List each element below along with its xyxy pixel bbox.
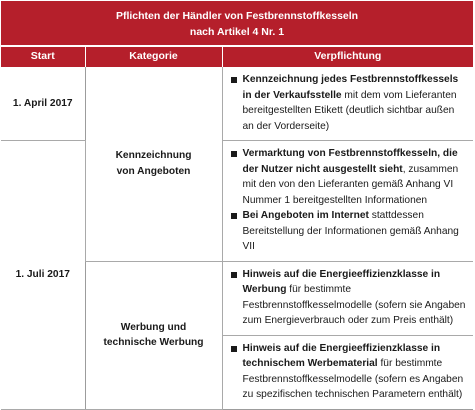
obligation-5-text: für bestimmte Festbrennstoffkesselmodelle (sofern es Angaben zu spezifischen technischen Parametern enthält) <box>242 358 464 400</box>
obligation-item-5 <box>229 341 468 403</box>
obligation-item-1 <box>229 72 468 134</box>
category-angebote <box>85 67 222 261</box>
category-werbung <box>85 261 222 409</box>
table-title-row <box>1 1 473 46</box>
obligation-cell-1 <box>222 67 473 141</box>
category-angebote-line-1: Kennzeichnung <box>115 150 192 162</box>
obligation-2-text: , zusammen mit den von den Lieferanten gemäß Anhang VI Nummer 1 bereitgestellten Informationen <box>242 163 459 206</box>
obligations-table <box>1 1 473 410</box>
bullet-square-icon <box>231 77 237 83</box>
obligation-1-text: mit dem vom Lieferanten bereitgestellten Etikett (deutlich sichtbar außen an der Vorderseite) <box>242 89 457 132</box>
obligation-cell-2 <box>222 141 473 262</box>
bullet-square-icon <box>231 213 237 219</box>
table-title-line-1: Pflichten der Händler von Festbrennstoffkesseln <box>115 10 359 22</box>
obligation-item-2 <box>229 146 468 208</box>
obligation-3-text: stattdessen Bereitstellung der Informationen gemäß Anhang VII <box>242 210 459 252</box>
column-header-kategorie: Kategorie <box>85 46 222 67</box>
obligation-item-3 <box>229 208 468 255</box>
column-header-row <box>1 46 473 67</box>
table-row <box>1 67 473 141</box>
table-row <box>1 141 473 262</box>
category-werbung-line-1: Werbung und <box>120 321 187 333</box>
column-header-verpflichtung: Verpflichtung <box>222 46 473 67</box>
obligation-5-bold: Hinweis auf die Energieeffizienzklasse in technischem Werbematerial <box>242 342 441 369</box>
obligation-1-bold: Kennzeichnung jedes Festbrennstoffkessels in der Verkaufsstelle <box>242 74 459 101</box>
obligation-item-4 <box>229 267 468 329</box>
obligation-cell-5 <box>222 335 473 409</box>
start-date-april: 1. April 2017 <box>1 67 85 141</box>
obligation-4-bold: Hinweis auf die Energieeffizienzklasse in Werbung <box>242 268 441 295</box>
bullet-square-icon <box>231 151 237 157</box>
category-angebote-line-2: von Angeboten <box>116 165 191 177</box>
obligation-3-bold: Bei Angeboten im Internet <box>242 210 369 221</box>
category-werbung-line-2: technische Werbung <box>103 337 204 348</box>
obligation-2-bold: Vermarktung von Festbrennstoffkesseln, die der Nutzer nicht ausgestellt sieht <box>242 148 458 175</box>
obligation-cell-4 <box>222 261 473 335</box>
table-title-line-2: nach Artikel 4 Nr. 1 <box>189 26 285 38</box>
start-date-juli: 1. Juli 2017 <box>1 141 85 410</box>
table-title <box>1 1 473 46</box>
column-header-start: Start <box>1 46 85 67</box>
bullet-square-icon <box>231 272 237 278</box>
bullet-square-icon <box>231 346 237 352</box>
obligation-4-text: für bestimmte Festbrennstoffkesselmodelle (sofern sie Angaben zum Energieverbrauch oder zum Preis enthält) <box>242 284 466 326</box>
